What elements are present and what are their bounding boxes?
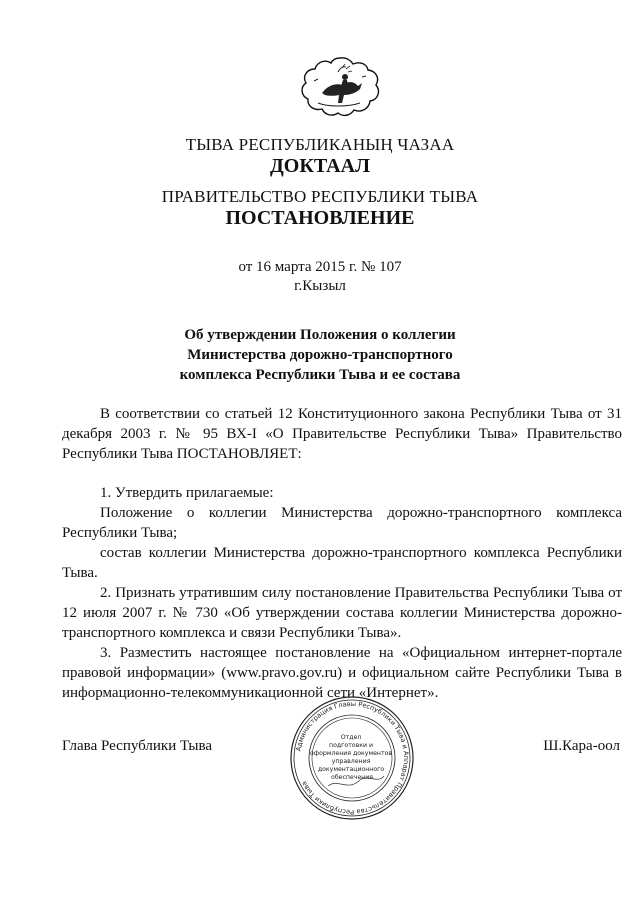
tuvan-org-name: ТЫВА РЕСПУБЛИКАНЫҢ ЧАЗАА (185, 135, 455, 154)
preamble-paragraph (62, 404, 622, 464)
title-line-1: Об утверждении Положения о коллегии (184, 327, 456, 343)
item-1b: состав коллегии Министерства дорожно-транспортного комплекса Республики Тыва. (62, 545, 622, 581)
item-2: 2. Признать утратившим силу постановление Правительства Республики Тыва от 12 июля 2007 г. № 730 «Об утверждении состава коллегии Министерства дорожно-транспортного комплекса и связи Республики Тыва». (62, 585, 622, 641)
item-3: 3. Разместить настоящее постановление на «Официальном интернет-портале правовой информации» (www.pravo.gov.ru) и официальном сайте Республики Тыва в информационно-телекоммуникационной сети «Интернет». (62, 645, 622, 701)
item-1: 1. Утвердить прилагаемые: (100, 485, 274, 501)
document-city: г.Кызыл (294, 278, 346, 294)
russian-org-name: ПРАВИТЕЛЬСТВО РЕСПУБЛИКИ ТЫВА (161, 187, 479, 206)
signatory-position: Глава Республики Тыва (62, 738, 213, 754)
preamble-text: В соответствии со статьей 12 Конституционного закона Республики Тыва от 31 декабря 2003 г. № 95 ВХ-I «О Правительстве Республики Тыва» Правительство Республики Тыва ПОСТАНОВЛЯЕТ: (62, 406, 622, 462)
official-stamp-icon (288, 694, 416, 822)
title-line-2: Министерства дорожно-транспортного (187, 347, 453, 363)
title-line-3: комплекса Республики Тыва и ее состава (179, 367, 461, 383)
tuva-coat-of-arms-icon (298, 55, 382, 119)
resolution-items (62, 483, 622, 703)
signatory-name: Ш.Кара-оол (543, 738, 620, 754)
stamp-ring-text: Администрация Главы Республики Тыва и Аппарат Правительства Республики Тыва (294, 699, 411, 817)
item-1a: Положение о коллегии Министерства дорожно-транспортного комплекса Республики Тыва; (62, 505, 622, 541)
russian-doc-type: ПОСТАНОВЛЕНИЕ (225, 207, 415, 229)
tuvan-doc-type: ДОКТААЛ (270, 155, 370, 177)
document-date-number: от 16 марта 2015 г. № 107 (238, 259, 402, 275)
svg-text:Отдел подготовки и: Отдел подготовки и оформления документов управления документационного обеспечения (310, 734, 393, 781)
document-title (0, 325, 640, 385)
